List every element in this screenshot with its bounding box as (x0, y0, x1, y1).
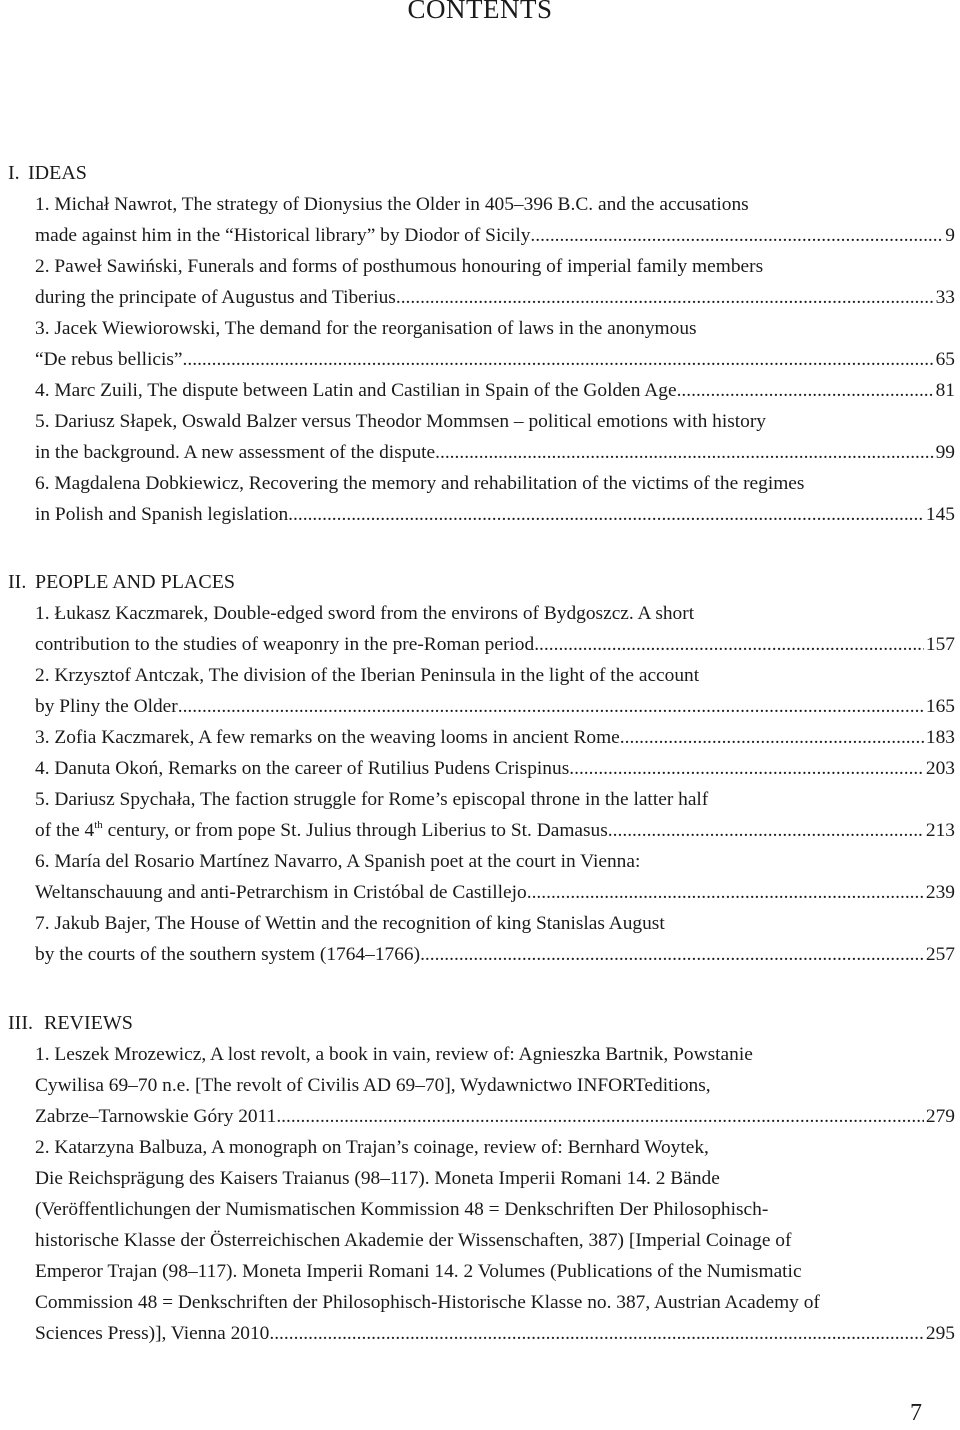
entry-text: 5. Dariusz Spychała, The faction struggle for Rome’s episcopal throne in the latter half (35, 789, 709, 810)
dot-leader (527, 877, 924, 908)
entry-text: by the courts of the southern system (1764–1766) (35, 944, 421, 965)
dot-leader (677, 375, 934, 406)
entry-text: 2. Paweł Sawiński, Funerals and forms of posthumous honouring of imperial family members (35, 256, 764, 277)
entry-page-number: 157 (925, 634, 955, 655)
toc-entry[interactable] (8, 784, 955, 846)
section-heading (8, 1008, 955, 1039)
section-heading (8, 567, 955, 598)
section-numeral: II. (8, 571, 27, 593)
entry-text: in the background. A new assessment of the dispute (35, 442, 436, 463)
section-ideas (8, 158, 955, 530)
entry-page-number: 239 (925, 882, 955, 903)
section-label: REVIEWS (44, 1012, 133, 1034)
entry-page-number: 65 (935, 349, 955, 370)
entry-text: historische Klasse der Österreichischen Akademie der Wissenschaften, 387) [Imperial Coinage of (35, 1230, 792, 1251)
dot-leader (534, 629, 924, 660)
entry-text: 3. Jacek Wiewiorowski, The demand for the reorganisation of laws in the anonymous (35, 318, 697, 339)
dot-leader (530, 220, 943, 251)
toc-entry[interactable] (8, 846, 955, 908)
entry-text: 5. Dariusz Słapek, Oswald Balzer versus Theodor Mommsen – political emotions with history (35, 411, 766, 432)
dot-leader (435, 437, 933, 468)
entry-page-number: 183 (925, 727, 955, 748)
entry-page-number: 165 (925, 696, 955, 717)
entry-text: Weltanschauung and anti-Petrarchism in Cristóbal de Castillejo (35, 882, 527, 903)
entry-page-number: 203 (925, 758, 955, 779)
entry-text: 4. Danuta Okoń, Remarks on the career of Rutilius Pudens Crispinus (35, 758, 570, 779)
entry-text: 2. Katarzyna Balbuza, A monograph on Trajan’s coinage, review of: Bernhard Woytek, (35, 1137, 709, 1158)
entry-text: Emperor Trajan (98–117). Moneta Imperii Romani 14. 2 Volumes (Publications of the Numismatic (35, 1261, 802, 1282)
entry-text: 7. Jakub Bajer, The House of Wettin and the recognition of king Stanislas August (35, 913, 665, 934)
toc-entry[interactable] (8, 406, 955, 468)
toc-entry[interactable] (8, 313, 955, 375)
entry-text: Cywilisa 69–70 n.e. [The revolt of Civilis AD 69–70], Wydawnictwo INFORTeditions, (35, 1075, 711, 1096)
entry-page-number: 81 (935, 380, 955, 401)
entry-text: contribution to the studies of weaponry in the pre-Roman period (35, 634, 535, 655)
dot-leader (178, 691, 924, 722)
section-reviews (8, 1008, 955, 1349)
entry-page-number: 33 (935, 287, 955, 308)
toc-entry[interactable] (8, 189, 955, 251)
entry-text: by Pliny the Older (35, 696, 178, 717)
toc-entry[interactable] (8, 598, 955, 660)
entry-page-number: 9 (945, 225, 955, 246)
entry-page-number: 99 (935, 442, 955, 463)
toc-entry[interactable] (8, 753, 955, 784)
section-numeral: I. (8, 162, 20, 184)
entry-page-number: 279 (925, 1106, 955, 1127)
entry-text: 2. Krzysztof Antczak, The division of the Iberian Peninsula in the light of the account (35, 665, 700, 686)
page-title: CONTENTS (407, 0, 553, 24)
entry-text: Zabrze–Tarnowskie Góry 2011 (35, 1106, 277, 1127)
section-label: IDEAS (28, 162, 87, 184)
entry-text: Commission 48 = Denkschriften der Philosophisch-Historische Klasse no. 387, Austrian Academy of (35, 1292, 820, 1313)
dot-leader (276, 1101, 924, 1132)
entry-page-number: 295 (925, 1323, 955, 1344)
entry-text: 1. Michał Nawrot, The strategy of Dionysius the Older in 405–396 B.C. and the accusations (35, 194, 749, 215)
entry-text: 3. Zofia Kaczmarek, A few remarks on the weaving looms in ancient Rome (35, 727, 620, 748)
dot-leader (569, 753, 924, 784)
entry-text: 6. María del Rosario Martínez Navarro, A Spanish poet at the court in Vienna: (35, 851, 641, 872)
toc-entry[interactable] (8, 468, 955, 530)
toc-entry[interactable] (8, 375, 955, 406)
dot-leader (608, 815, 924, 846)
entry-text: 1. Łukasz Kaczmarek, Double-edged sword from the environs of Bydgoszcz. A short (35, 603, 695, 624)
page-number: 7 (910, 1400, 922, 1426)
dot-leader (396, 282, 934, 313)
dot-leader (420, 939, 924, 970)
entry-text: (Veröffentlichungen der Numismatischen Kommission 48 = Denkschriften Der Philosophisch- (35, 1199, 769, 1220)
section-numeral: III. (8, 1012, 33, 1034)
toc-entry[interactable] (8, 1039, 955, 1132)
entry-text: 4. Marc Zuili, The dispute between Latin and Castilian in Spain of the Golden Age (35, 380, 677, 401)
dot-leader (183, 344, 934, 375)
entry-text: 6. Magdalena Dobkiewicz, Recovering the memory and rehabilitation of the victims of the regimes (35, 473, 805, 494)
entry-text: in Polish and Spanish legislation (35, 504, 289, 525)
section-people-and-places (8, 567, 955, 970)
section-heading (8, 158, 955, 189)
entry-text: Die Reichsprägung des Kaisers Traianus (98–117). Moneta Imperii Romani 14. 2 Bände (35, 1168, 720, 1189)
toc-entry[interactable] (8, 908, 955, 970)
dot-leader (288, 499, 924, 530)
entry-text: “De rebus bellicis” (35, 349, 183, 370)
entry-text: of the 4th century, or from pope St. Julius through Liberius to St. Damasus (35, 819, 608, 841)
entry-text: made against him in the “Historical library” by Diodor of Sicily (35, 225, 531, 246)
toc-entry[interactable] (8, 660, 955, 722)
toc-entry[interactable] (8, 722, 955, 753)
entry-text: during the principate of Augustus and Tiberius (35, 287, 396, 308)
entry-text: Sciences Press)], Vienna 2010 (35, 1323, 270, 1344)
entry-page-number: 257 (925, 944, 955, 965)
entry-page-number: 213 (925, 820, 955, 841)
toc-entry[interactable] (8, 1132, 955, 1349)
entry-text: 1. Leszek Mrozewicz, A lost revolt, a book in vain, review of: Agnieszka Bartnik, Powstanie (35, 1044, 753, 1065)
dot-leader (620, 722, 924, 753)
section-label: PEOPLE AND PLACES (35, 571, 236, 593)
entry-page-number: 145 (925, 504, 955, 525)
dot-leader (269, 1318, 924, 1349)
toc-entry[interactable] (8, 251, 955, 313)
